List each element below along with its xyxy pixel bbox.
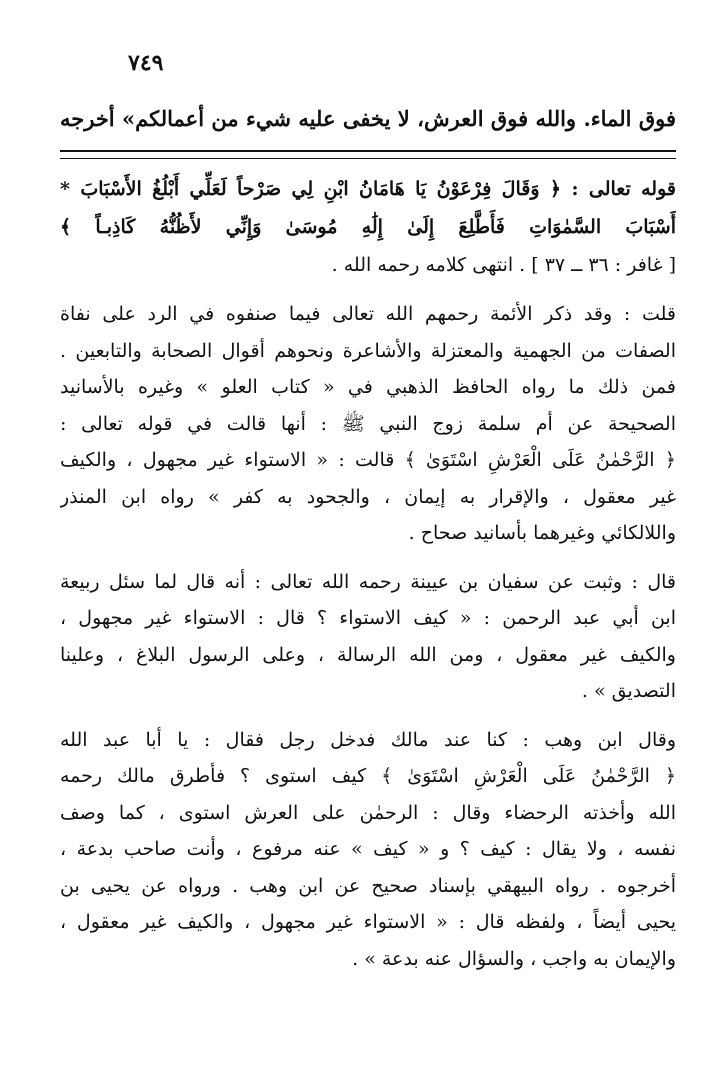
text-line: واللالكائي وغيرهما بأسانيد صحاح . — [408, 522, 676, 544]
text-line: قال : وثبت عن سفيان بن عيينة رحمه الله تعالى : أنه قال لما سئل ربيعة — [60, 570, 676, 593]
text-line: أخرجوه . رواه البيهقي بإسناد صحيح عن ابن وهب . ورواه عن يحيى بن — [60, 874, 676, 897]
text-line: نفسه ، ولا يقال : كيف ؟ و « كيف » عنه مرفوع ، وأنت صاحب بدعة ، — [60, 838, 676, 860]
text-line: الصحيحة عن أم سلمة زوج النبي ﷺ : أنها قالت في قوله تعالى : — [60, 412, 676, 435]
text-line: ﴿ الرَّحْمٰنُ عَلَى الْعَرْشِ اسْتَوَىٰ ﴾ كيف استوى ؟ فأطرق مالك رحمه — [60, 765, 676, 787]
carryover-line: فوق الماء. والله فوق العرش، لا يخفى عليه شيء من أعمالكم» أخرجه — [60, 106, 676, 131]
text-line: يحيى أيضاً ، ولفظه قال : « الاستواء غير مجهول ، والكيف غير معقول ، — [60, 911, 676, 933]
text-line: غير معقول ، والإقرار به إيمان ، والجحود به كفر » رواه ابن المنذر — [60, 485, 676, 508]
text-line: فمن ذلك ما رواه الحافظ الذهبي في « كتاب العلو » وغيره بالأسانيد — [60, 376, 676, 398]
paragraph-umm-salama — [60, 296, 676, 552]
text-line: التصديق » . — [581, 680, 676, 702]
text-line: الله وأخذته الرحضاء وقال : الرحمٰن على العرش استوى ، كما وصف — [60, 801, 676, 824]
header-rule — [60, 150, 676, 159]
text-line: أَسْبَابَ السَّمٰوَاتِ فَأَطَّلِعَ إِلَىٰ إِلَٰهِ مُوسَىٰ وَإِنِّي لأَظُنُّهُ كَاذِبـاً ﴾ — [60, 216, 676, 238]
text-line: قوله تعالى : ﴿ وَقَالَ فِرْعَوْنُ يَا هَامَانُ ابْنِ لِي صَرْحاً لَعَلِّي أَبْلُغُ الأَسْبَابَ * — [60, 178, 676, 200]
paragraph-sufyan — [60, 564, 676, 710]
paragraph-ibn-wahb — [60, 722, 676, 978]
text-line: الصفات من الجهمية والمعتزلة والأشاعرة ونحوهم أقوال الصحابة والتابعين . — [60, 339, 676, 362]
page-number: ٧٤٩ — [128, 50, 164, 76]
text-line: قلت : وقد ذكر الأئمة رحمهم الله تعالى فيما صنفوه في الرد على نفاة — [60, 303, 676, 325]
text-line: وقال ابن وهب : كنا عند مالك فدخل رجل فقال : يا أبا عبد الله — [60, 728, 676, 751]
text-line: ﴿ الرَّحْمٰنُ عَلَى الْعَرْشِ اسْتَوَىٰ ﴾ قالت : « الاستواء غير مجهول ، والكيف — [60, 449, 676, 471]
text-line: والكيف غير معقول ، ومن الله الرسالة ، وعلى الرسول البلاغ ، وعلينا — [60, 643, 676, 666]
text-line: والإيمان به واجب ، والسؤال عنه بدعة » . — [352, 947, 676, 970]
document-body — [60, 170, 676, 977]
text-line: [ غافر : ٣٦ ــ ٣٧ ] . انتهى كلامه رحمه الله . — [331, 254, 676, 276]
text-line: ابن أبي عبد الرحمن : « كيف الاستواء ؟ قال : الاستواء غير مجهول ، — [60, 607, 676, 629]
paragraph-quran-verse — [60, 170, 676, 284]
